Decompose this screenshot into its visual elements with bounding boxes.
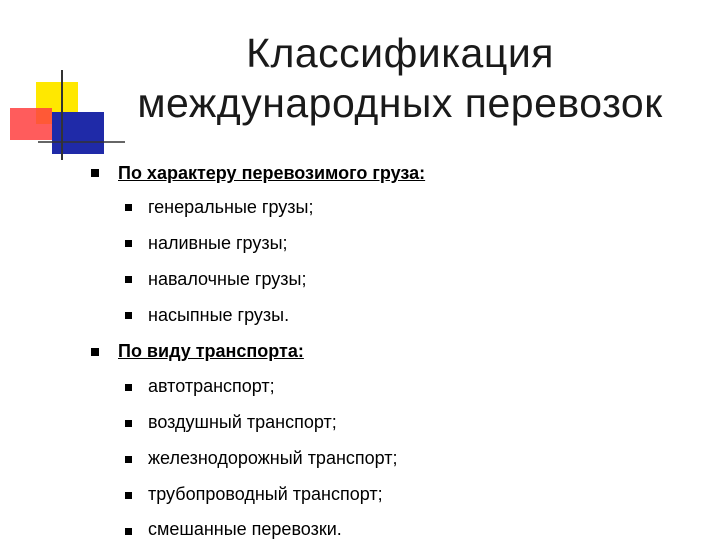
sub-bullet-square-icon [125, 528, 132, 535]
list-item: навалочные грузы; [148, 269, 307, 289]
list-item: насыпные грузы. [148, 305, 290, 325]
list-item: трубопроводный транспорт; [148, 484, 383, 504]
slide-title-line-1: Классификация [246, 30, 554, 76]
list-item: смешанные перевозки. [148, 519, 342, 539]
sub-bullet-square-icon [125, 492, 132, 499]
bullet-square-icon [91, 348, 99, 356]
sub-bullet-square-icon [125, 384, 132, 391]
sub-bullet-square-icon [125, 312, 132, 319]
section-heading-cargo: По характеру перевозимого груза: [118, 163, 426, 183]
section-heading-transport: По виду транспорта: [118, 341, 304, 361]
slide-title-line-2: международных перевозок [137, 80, 663, 126]
logo-red-rectangle [10, 108, 52, 140]
slide-title [110, 28, 690, 128]
sub-bullet-square-icon [125, 276, 132, 283]
list-item: воздушный транспорт; [148, 412, 337, 432]
list-item: генеральные грузы; [148, 197, 314, 217]
sub-bullet-square-icon [125, 204, 132, 211]
list-item: автотранспорт; [148, 376, 275, 396]
list-item: железнодорожный транспорт; [148, 448, 398, 468]
sub-bullet-square-icon [125, 456, 132, 463]
logo-blue-square [52, 112, 104, 154]
list-item: наливные грузы; [148, 233, 288, 253]
sub-bullet-square-icon [125, 240, 132, 247]
sub-bullet-square-icon [125, 420, 132, 427]
bullet-square-icon [91, 169, 99, 177]
